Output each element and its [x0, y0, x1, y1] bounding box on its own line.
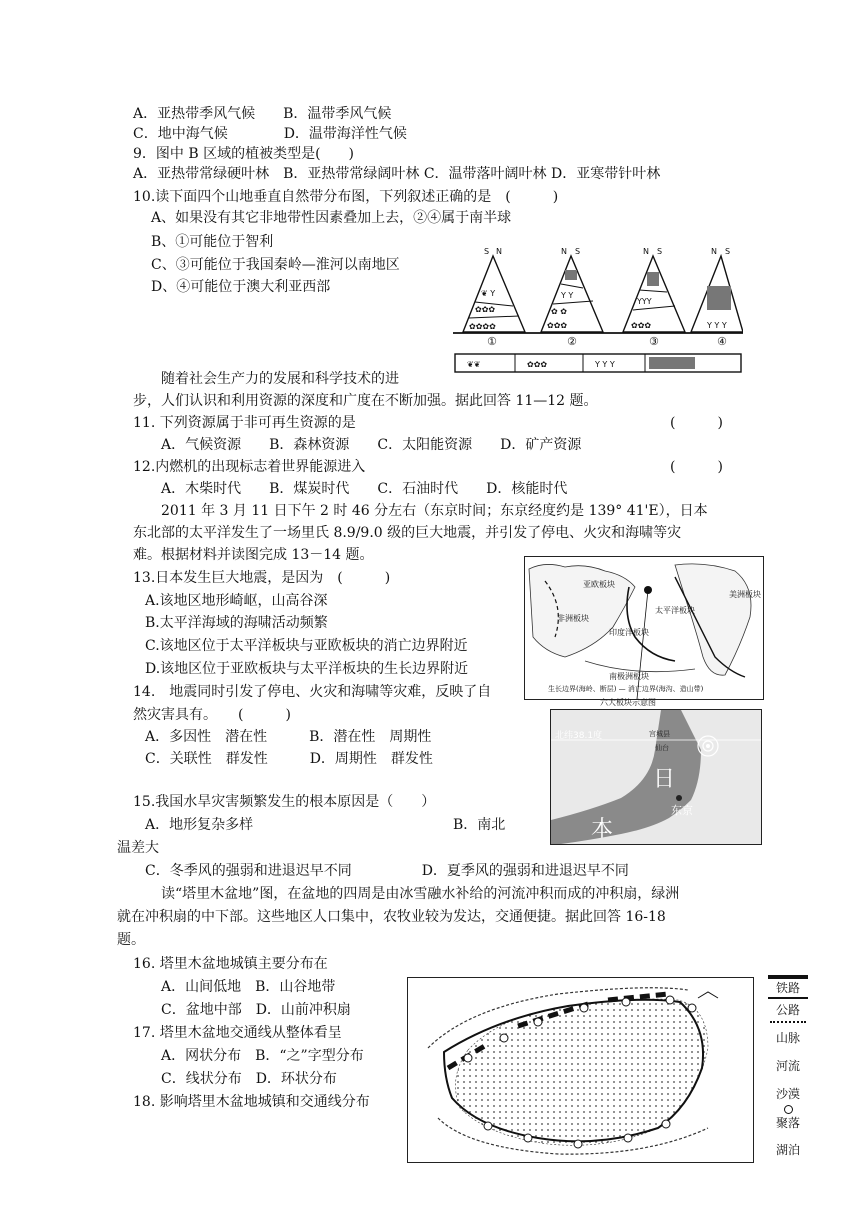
mountain-label-4: ④: [717, 335, 727, 348]
svg-text:✿✿✿: ✿✿✿: [547, 321, 568, 330]
q16-options-cd: C．盆地中部 D．山前冲积扇: [161, 1002, 351, 1018]
q9-stem: 9．图中 B 区域的植被类型是( ): [133, 146, 355, 162]
q10-stem: 10.读下面四个山地垂直自然带分布图，下列叙述正确的是 ( ): [133, 189, 559, 205]
tarim-basin-map: [407, 977, 754, 1163]
label-ben: 本: [591, 817, 614, 842]
peak-label: N: [561, 247, 567, 256]
label-pacific-plate: 太平洋板块: [655, 606, 695, 615]
label-eurasia-plate: 亚欧板块: [583, 580, 615, 589]
q15-option-b-cont: 温差大: [117, 840, 159, 856]
q15-options-cd: C．冬季风的强弱和进退迟早不同 D．夏季风的强弱和进退迟早不同: [145, 863, 629, 879]
q11-stem: 11. 下列资源属于非可再生资源的是: [133, 415, 356, 431]
svg-text:✿✿✿: ✿✿✿: [631, 321, 652, 330]
para-tarim-2: 就在冲积扇的中下部。这些地区人口集中，农牧业较为发达，交通便捷。据此回答 16-18: [117, 909, 666, 925]
para-quake-3: 难。根据材料并读图完成 13－14 题。: [133, 547, 374, 563]
label-sendai: 仙台: [655, 744, 669, 752]
q13-option-b: B.太平洋海域的海啸活动频繁: [145, 615, 328, 631]
legend-river: 河流: [775, 1059, 800, 1073]
q18-stem: 18. 影响塔里木盆地城镇和交通线分布: [133, 1094, 370, 1110]
label-tokyo: 东京: [671, 804, 693, 817]
q17-options-cd: C．线状分布 D．环状分布: [161, 1071, 337, 1087]
q8-options-ab: A．亚热带季风气候 B．温带季风气候: [133, 106, 392, 122]
svg-text:✿ ✿: ✿ ✿: [551, 307, 567, 316]
q13-option-c: C.该地区位于太平洋板块与亚欧板块的消亡边界附近: [145, 638, 468, 654]
q15-stem: 15.我国水旱灾害频繁发生的根本原因是（ ）: [133, 794, 436, 810]
q10-option-b: B、①可能位于智利: [151, 234, 274, 250]
peak-label: N: [643, 247, 649, 256]
q10-option-c: C、③可能位于我国秦岭—淮河以南地区: [151, 257, 400, 273]
q10-option-d: D、④可能位于澳大利亚西部: [151, 279, 331, 295]
q14-stem-2: 然灾害具有。 ( ): [133, 707, 291, 723]
svg-text:YYY: YYY: [637, 297, 652, 306]
mountain-label-3: ③: [649, 335, 659, 348]
q12-options: A．木柴时代 B．煤炭时代 C．石油时代 D．核能时代: [161, 481, 568, 497]
tarim-legend: [766, 975, 812, 1165]
peak-label: S: [657, 247, 663, 256]
legend-mountain: 山脉: [775, 1031, 800, 1045]
q14-options-ab: A．多因性 潜在性 B．潜在性 周期性: [145, 729, 432, 745]
para-quake-1: 2011 年 3 月 11 日下午 2 时 46 分左右（东京时间；东京经度约是 139° 41'E），日本: [161, 503, 708, 519]
svg-text:❦ Y: ❦ Y: [481, 289, 496, 298]
q15-option-b: B．南北: [453, 817, 506, 833]
q11-bracket: ( ): [670, 415, 723, 431]
label-ri: 日: [653, 767, 676, 792]
q12-bracket: ( ): [670, 459, 723, 475]
peak-label: N: [496, 247, 502, 256]
q14-options-cd: C．关联性 群发性 D．周期性 群发性: [145, 751, 433, 767]
legend-road: 公路: [775, 1003, 800, 1017]
plates-legend: 生长边界(海岭、断层) — 消亡边界(海沟、造山带): [548, 685, 704, 693]
para-resources-1: 随着社会生产力的发展和科学技术的进: [161, 371, 399, 387]
svg-text:✿✿✿: ✿✿✿: [527, 360, 548, 369]
q16-stem: 16. 塔里木盆地城镇主要分布在: [133, 956, 328, 972]
plates-caption: 六大板块示意图: [600, 698, 656, 707]
label-indian-plate: 印度洋板块: [609, 628, 649, 637]
q16-options-ab: A．山间低地 B．山谷地带: [161, 979, 336, 995]
legend-railway: 铁路: [775, 981, 800, 995]
svg-text:Y Y: Y Y: [561, 291, 574, 300]
q14-stem-1: 14. 地震同时引发了停电、火灾和海啸等灾难，反映了自: [133, 684, 492, 700]
legend-lake: 湖泊: [775, 1143, 800, 1157]
q17-stem: 17. 塔里木盆地交通线从整体看呈: [133, 1025, 342, 1041]
para-resources-2: 步，人们认识和利用资源的深度和广度在不断加强。据此回答 11—12 题。: [133, 393, 598, 409]
q11-options: A．气候资源 B．森林资源 C．太阳能资源 D．矿产资源: [161, 437, 582, 453]
q8-options-cd: C．地中海气候 D．温带海洋性气候: [133, 126, 407, 142]
peak-label: N: [711, 247, 717, 256]
label-antarctic-plate: 南极洲板块: [609, 672, 649, 681]
para-quake-2: 东北部的太平洋发生了一场里氏 8.9/9.0 级的巨大地震，并引发了停电、火灾和海啸等灾: [133, 525, 682, 541]
q9-options: A．亚热带常绿硬叶林 B．亚热带常绿阔叶林 C．温带落叶阔叶林 D．亚寒带针叶林: [133, 166, 661, 182]
para-tarim-3: 题。: [117, 932, 145, 948]
mountain-label-2: ②: [567, 335, 577, 348]
legend-desert: 沙漠: [775, 1087, 800, 1101]
q12-stem: 12.内燃机的出现标志着世界能源进入: [133, 459, 366, 475]
japan-map-figure: [550, 709, 762, 845]
q15-option-a: A．地形复杂多样: [145, 817, 254, 833]
mountain-zonation-figure: [453, 244, 743, 379]
peak-label: S: [484, 247, 490, 256]
q13-option-a: A.该地区地形崎岖，山高谷深: [145, 593, 328, 609]
para-tarim-1: 读“塔里木盆地”图，在盆地的四周是由冰雪融水补给的河流冲积而成的冲积扇，绿洲: [161, 886, 680, 902]
label-america-plate: 美洲板块: [729, 590, 761, 599]
legend-settlement: 聚落: [775, 1116, 800, 1130]
q10-option-a: A、如果没有其它非地带性因素叠加上去，②④属于南半球: [151, 210, 512, 226]
peak-label: S: [575, 247, 581, 256]
svg-text:✿✿✿✿: ✿✿✿✿: [469, 322, 496, 331]
peak-label: S: [725, 247, 731, 256]
mountain-label-1: ①: [487, 335, 497, 348]
q13-stem: 13.日本发生巨大地震，是因为 ( ): [133, 570, 391, 586]
svg-text:✿✿✿: ✿✿✿: [475, 305, 496, 314]
svg-text:❦❦: ❦❦: [467, 360, 481, 369]
svg-text:Y Y Y: Y Y Y: [707, 321, 727, 330]
q17-options-ab: A．网状分布 B．“之”字型分布: [161, 1048, 364, 1064]
label-africa-plate: 非洲板块: [557, 614, 589, 623]
label-latitude: 北纬38.1度: [555, 731, 603, 741]
plates-map-figure: [524, 556, 764, 700]
label-miyagi: 宫城县: [649, 730, 670, 738]
svg-text:Y Y Y: Y Y Y: [595, 360, 615, 369]
q13-option-d: D.该地区位于亚欧板块与太平洋板块的生长边界附近: [145, 661, 469, 677]
